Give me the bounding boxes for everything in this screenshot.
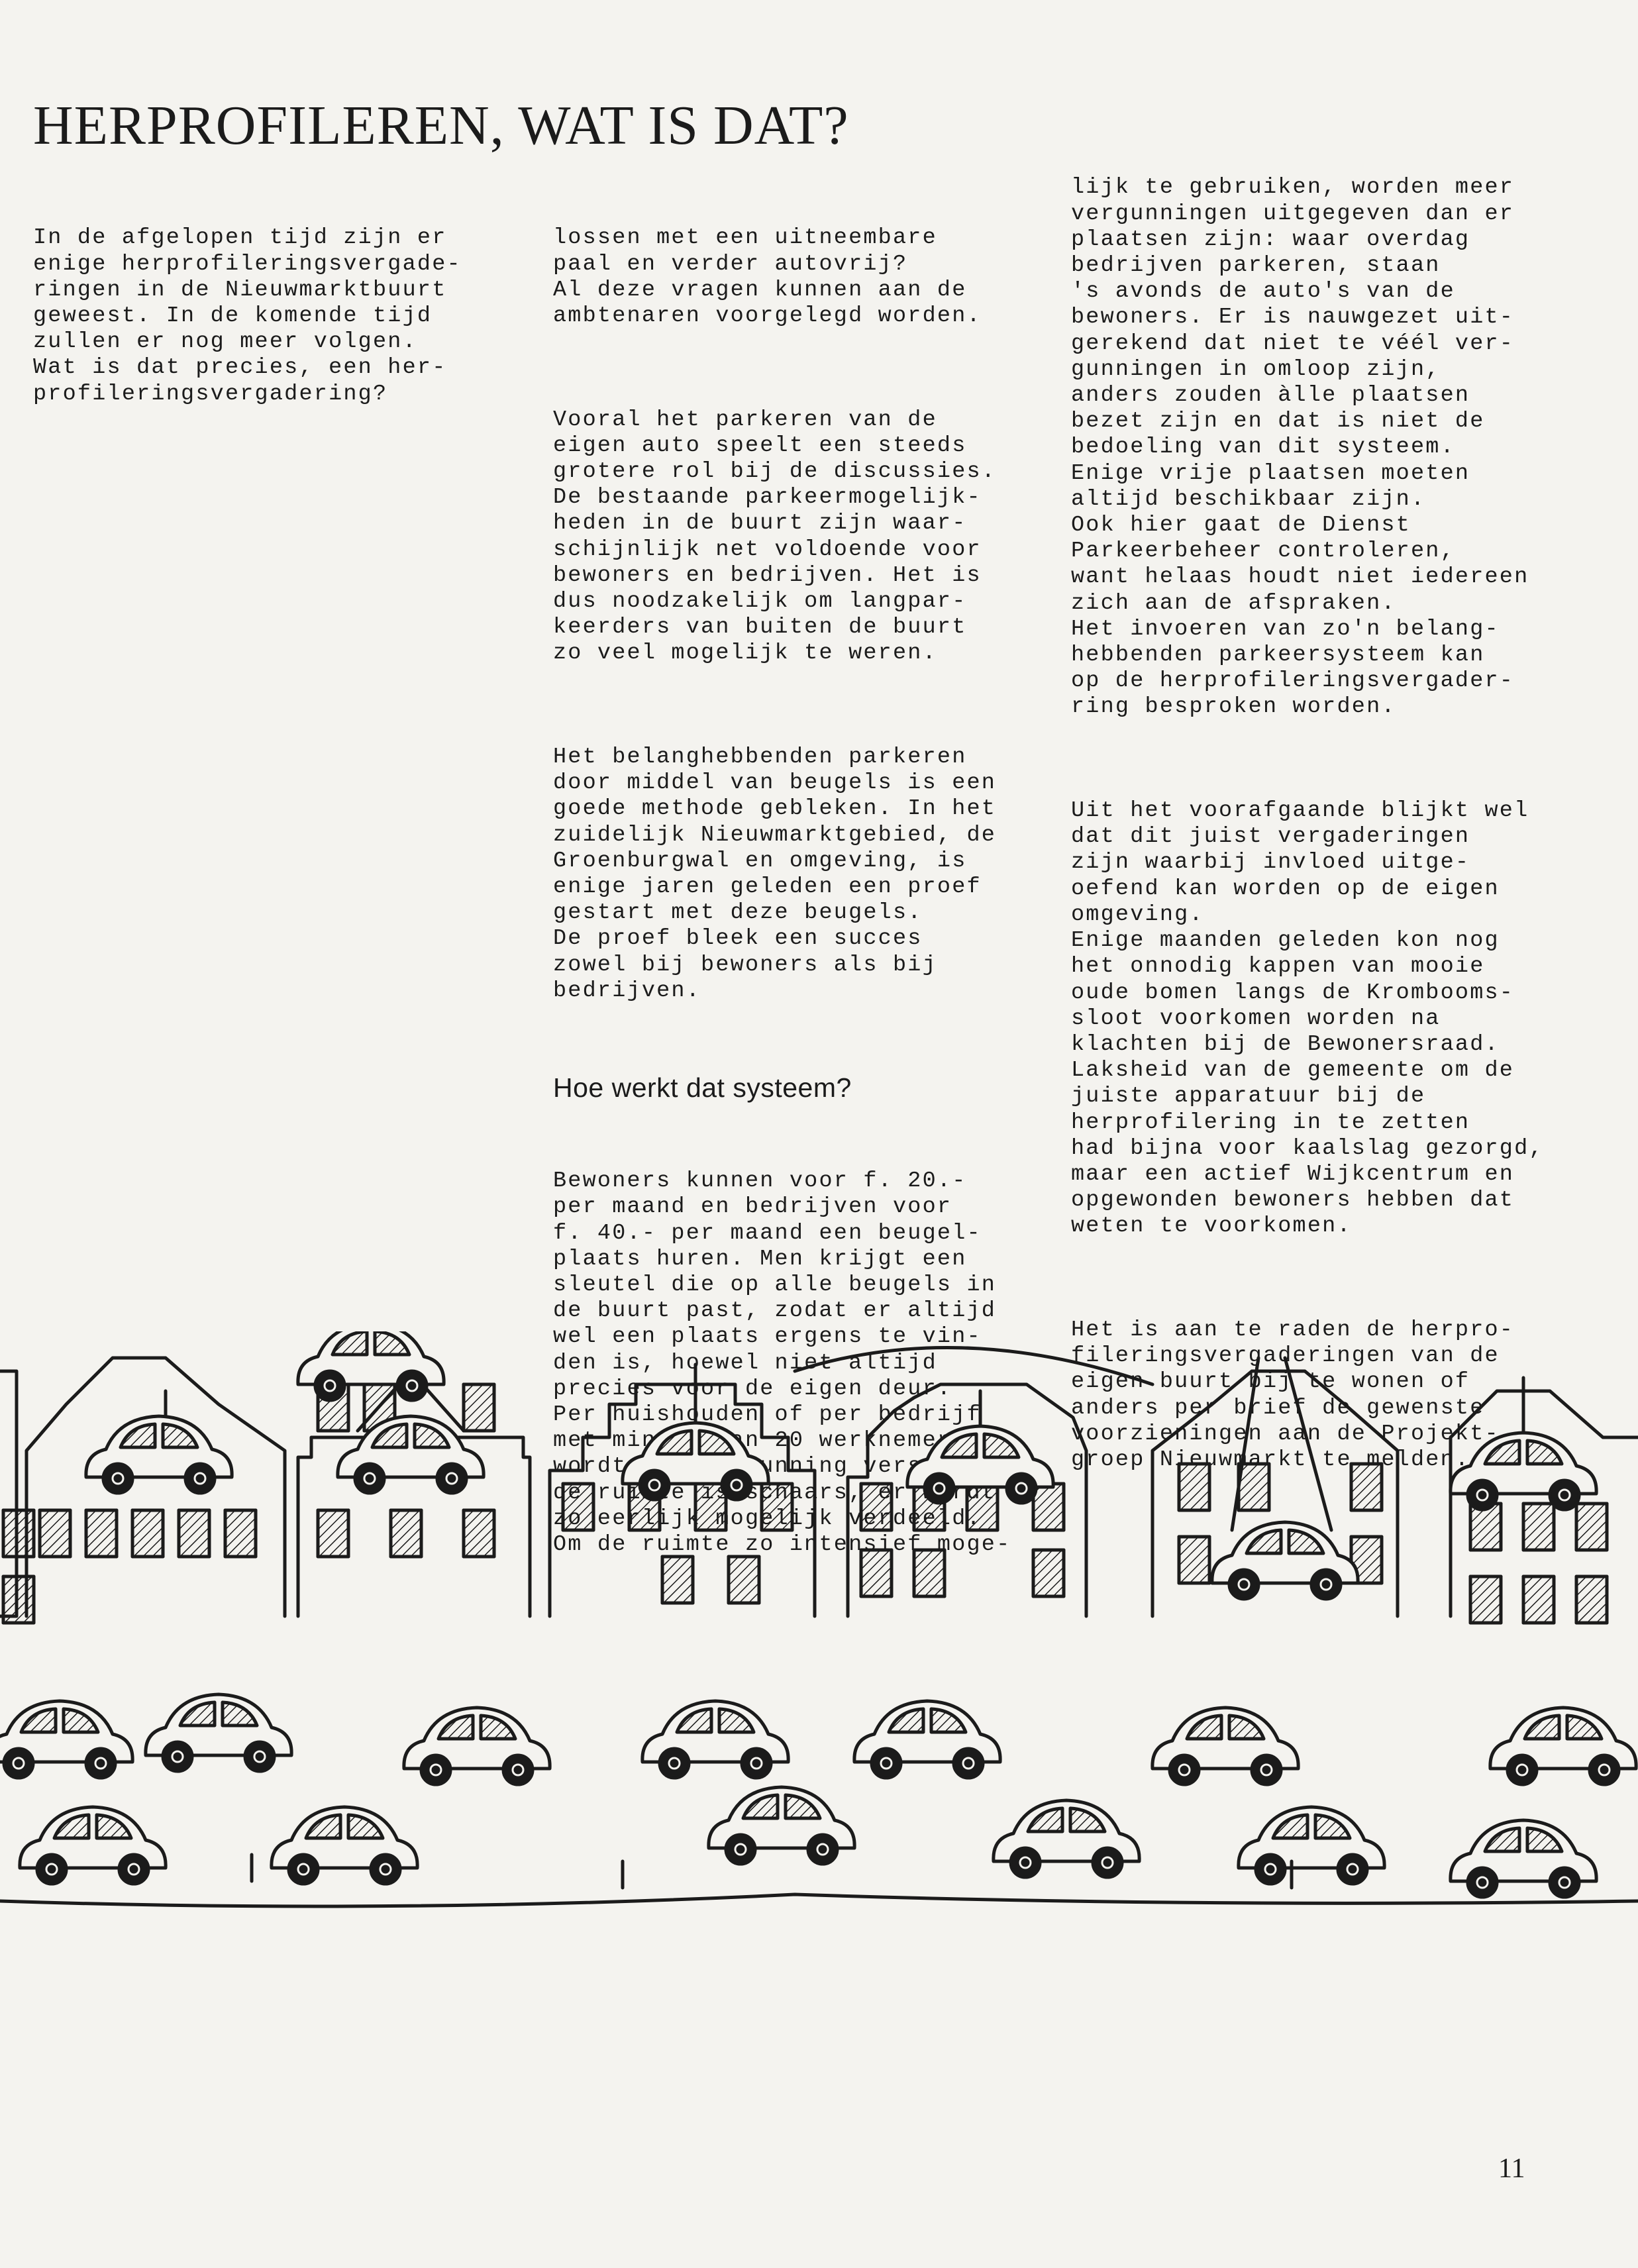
column-3-paragraph-3: Het is aan te raden de herpro- fileringsvergaderingen van de eigen buurt bij te wonen of anders per brief de gewenste voorzieningen aan de Projekt- groep Nieuwmarkt te melden. [1071,1317,1515,1472]
column-1-paragraph-1: In de afgelopen tijd zijn er enige herprofileringsvergade- ringen in de Nieuwmarktbuurt geweest. In de komende tijd zullen er nog meer volgen. Wat is dat precies, een her- profileringsvergadering? [33,225,462,407]
article-title: HERPROFILEREN, WAT IS DAT? [33,95,849,156]
column-3-paragraph-2: Uit het voorafgaande blijkt wel dat dit juist vergaderingen zijn waarbij invloed uitge- oefend kan worden op de eigen omgeving. Enige maanden geleden kon nog het onnodig kappen van mooie oude bomen langs de Krombooms- sloot voorkomen worden na klachten bij de Bewonersraad. Laksheid van de gemeente om de juiste apparatuur bij de herprofilering in te zetten had bijna voor kaalslag gezorgd, maar een actief Wijkcentrum en opgewonden bewoners hebben dat weten te voorkomen. [1071,798,1544,1239]
house-2 [26,1358,285,1616]
street-cars [0,1694,1636,1897]
column-2-paragraph-1: lossen met een uitneembare paal en verder autovrij? Al deze vragen kunnen aan de ambtenaren voorgelegd worden. [553,225,982,329]
column-2-paragraph-2: Vooral het parkeren van de eigen auto speelt een steeds grotere rol bij de discussies. De bestaande parkeermogelijk- heden in de buurt zijn waar- schijnlijk net voldoende voor bewoners en bedrijven. Het is dus noodzakelijk om langpar- keerders van buiten de buurt zo veel mogelijk te weren. [553,407,997,666]
column-3-paragraph-1: lijk te gebruiken, worden meer vergunningen uitgegeven dan er plaatsen zijn: waar overdag bedrijven parkeren, staan 's avonds de auto's van de bewoners. Er is nauwgezet uit- gerekend dat niet te véél ver- gunningen in omloop zijn, anders zouden àlle plaatsen bezet zijn en dat is niet de bedoeling van dit systeem. Enige vrije plaatsen moeten altijd beschikbaar zijn. Ook hier gaat de Dienst Parkeerbeheer controleren, want helaas houdt niet iedereen zich aan de afspraken. Het invoeren van zo'n belang- hebbenden parkeersysteem kan op de herprofileringsvergader- ring besproken worden. [1071,175,1529,720]
page-number: 11 [1498,2153,1525,2184]
column-2-paragraph-3: Het belanghebbenden parkeren door middel van beugels is een goede methode gebleken. In het zuidelijk Nieuwmarktgebied, de Groenburgwal en omgeving, is enige jaren geleden een proef gestart met deze beugels. De proef bleek een succes zowel bij bewoners als bij bedrijven. [553,745,997,1004]
column-2-paragraph-4: Bewoners kunnen voor f. 20.- per maand en bedrijven voor f. 40.- per maand een beugel- plaats huren. Men krijgt een sleutel die op alle beugels in de buurt past, zodat er altijd wel een plaats ergens te vin- den is, hoewel niet altijd precies voor de eigen deur. Per huishouden of per bedrijf met minder dan 20 werknemers wordt één vergunning verstrekt: de ruimte is schaars, er wordt zo eerlijk mogelijk verdeeld. Om de ruimte zo intensief moge- [553,1168,1011,1557]
text-column-3 [1071,123,1544,1499]
street-cartoon-illustration [0,1331,1638,2106]
text-column-1 [33,174,462,433]
section-subheading: Hoe werkt dat systeem? [553,1072,852,1103]
